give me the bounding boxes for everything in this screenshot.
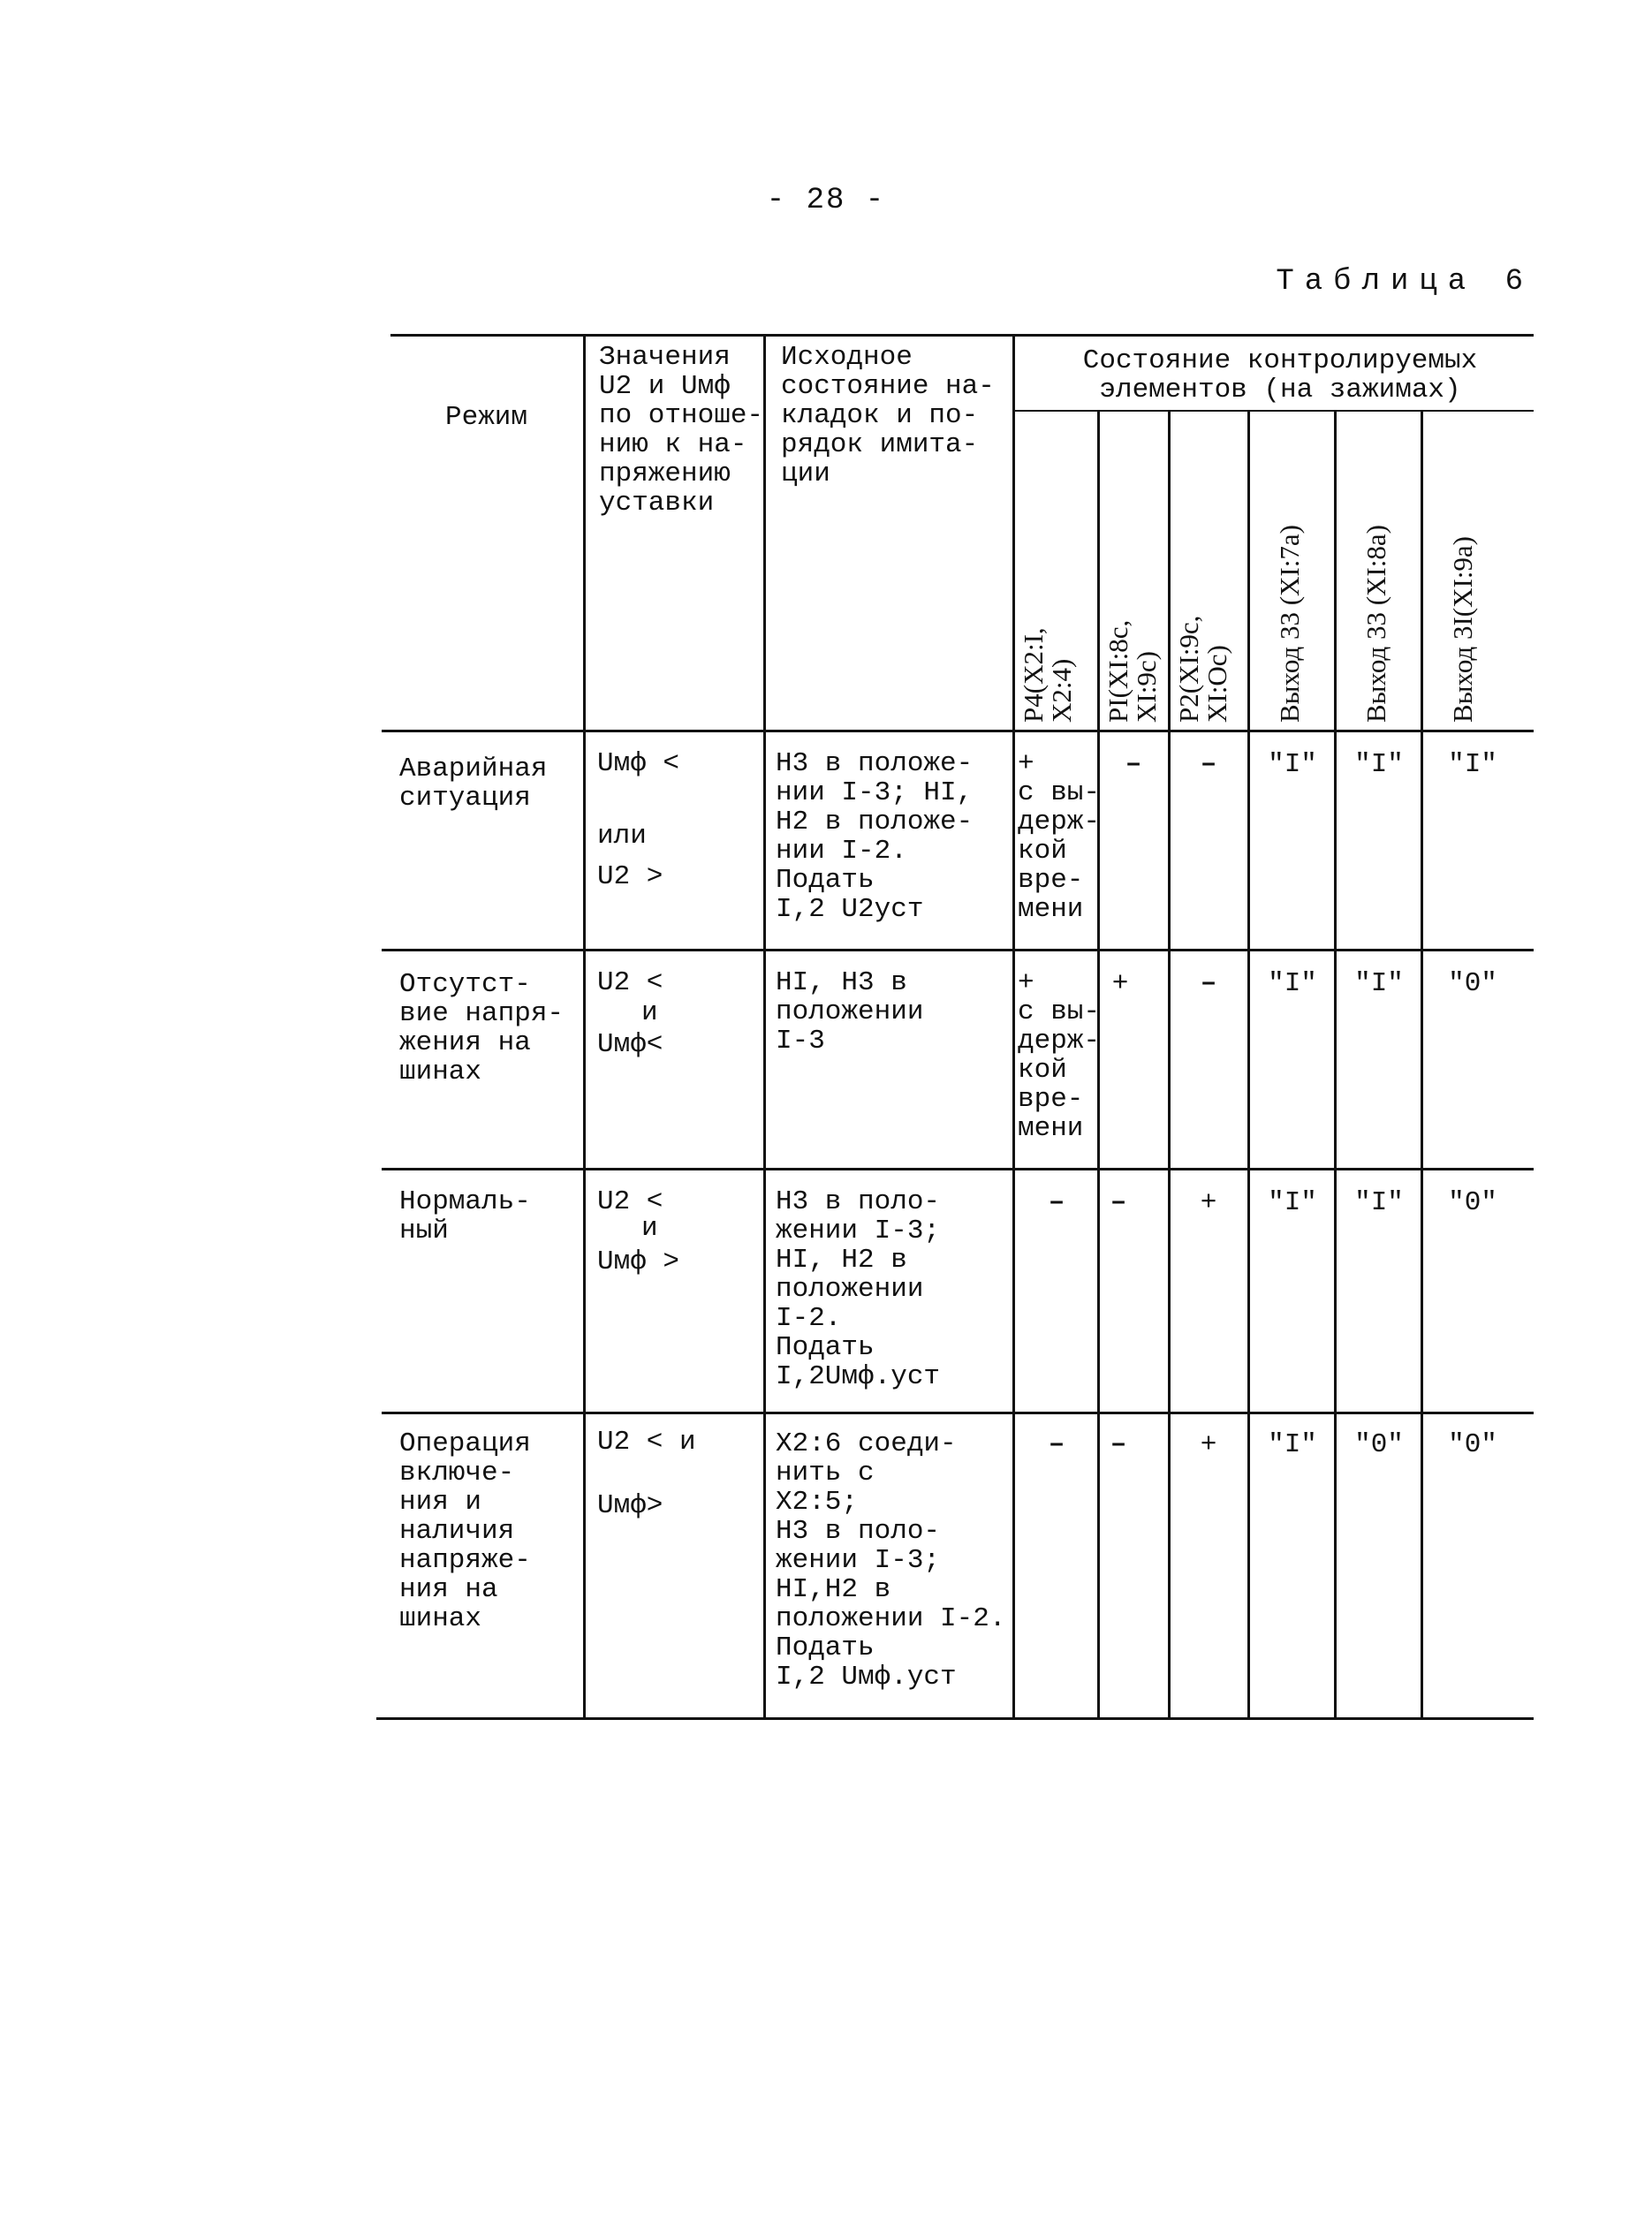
subheader-rule bbox=[1012, 410, 1534, 412]
row1-mode: Аварийная ситуация bbox=[399, 754, 548, 814]
row2-p1: + bbox=[1111, 968, 1129, 999]
row4-mode: Операция включе- ния и наличия напряже- ния на шинах bbox=[399, 1428, 531, 1634]
row2-voltage-2: и bbox=[641, 997, 658, 1028]
header-col-p4: Р4(Х2:I, Х2:4) bbox=[1018, 627, 1077, 723]
row1-out7: "I" bbox=[1268, 749, 1317, 780]
header-col-p2: Р2(ХI:9с, ХI:Ос) bbox=[1173, 615, 1232, 723]
col-rule bbox=[1012, 334, 1015, 1717]
row1-p1: – bbox=[1125, 749, 1142, 780]
col-rule bbox=[1168, 410, 1171, 1717]
row2-out9: "0" bbox=[1448, 968, 1497, 999]
col-rule bbox=[1421, 410, 1423, 1717]
row3-voltage-1: U2 < bbox=[597, 1186, 663, 1217]
row3-p2: + bbox=[1200, 1187, 1217, 1218]
col-rule bbox=[1334, 410, 1337, 1717]
row3-p1: – bbox=[1110, 1187, 1127, 1218]
row1-init: Н3 в положе- нии I-3; НI, Н2 в положе- нии I-2. Подать I,2 U2уст bbox=[776, 748, 974, 925]
row1-p4: + с вы- держ- кой вре- мени bbox=[1018, 748, 1101, 925]
col-rule bbox=[763, 334, 766, 1717]
row3-p4: – bbox=[1048, 1187, 1065, 1218]
row1-voltage-3: U2 > bbox=[597, 861, 663, 892]
row4-out9: "0" bbox=[1448, 1429, 1497, 1460]
table-caption: Таблица 6 bbox=[1276, 265, 1534, 299]
row3-bottom-rule bbox=[382, 1412, 1534, 1414]
header-mode: Режим bbox=[445, 402, 528, 433]
row3-out9: "0" bbox=[1448, 1187, 1497, 1218]
header-col-p1: РI(ХI:8с, ХI:9с) bbox=[1103, 619, 1162, 723]
row3-out7: "I" bbox=[1268, 1187, 1317, 1218]
row3-voltage-2: и bbox=[641, 1213, 658, 1244]
header-voltage: Значения U2 и Uмф по отноше- нию к на- пряжению уставки bbox=[599, 342, 764, 519]
row3-out8: "I" bbox=[1354, 1187, 1404, 1218]
row1-bottom-rule bbox=[382, 949, 1534, 951]
mode-table bbox=[382, 334, 1534, 1730]
row2-voltage-1: U2 < bbox=[597, 967, 663, 998]
header-col-out9: Выход 3I(ХI:9а) bbox=[1447, 535, 1478, 723]
header-bottom-rule bbox=[382, 730, 1534, 732]
row2-out8: "I" bbox=[1354, 968, 1404, 999]
row3-mode: Нормаль- ный bbox=[399, 1186, 531, 1246]
table-top-rule bbox=[390, 334, 1534, 337]
row3-voltage-3: Uмф > bbox=[597, 1246, 680, 1277]
row2-init: НI, Н3 в положении I-3 bbox=[776, 967, 924, 1057]
row2-voltage-3: Uмф< bbox=[597, 1029, 663, 1060]
row2-out7: "I" bbox=[1268, 968, 1317, 999]
row1-p2: – bbox=[1200, 749, 1217, 780]
header-controlled: Состояние контролируемых элементов (на зажимах) bbox=[1082, 345, 1478, 405]
row2-p2: – bbox=[1200, 968, 1217, 999]
row2-p4: + с вы- держ- кой вре- мени bbox=[1018, 967, 1101, 1144]
col-rule bbox=[583, 334, 586, 1717]
row1-out9: "I" bbox=[1448, 749, 1497, 780]
row4-out7: "I" bbox=[1268, 1429, 1317, 1460]
header-init-state: Исходное состояние на- кладок и по- рядок имита- ции bbox=[781, 342, 995, 489]
table-bottom-rule bbox=[376, 1717, 1534, 1720]
row4-out8: "0" bbox=[1354, 1429, 1404, 1460]
page-number: - 28 - bbox=[766, 184, 886, 217]
row4-voltage-3: Uмф> bbox=[597, 1490, 663, 1521]
row1-voltage-2: или bbox=[597, 821, 647, 852]
row1-voltage-1: Uмф < bbox=[597, 748, 680, 779]
header-col-out8: Выход 33 (ХI:8а) bbox=[1360, 525, 1391, 723]
row4-p1: – bbox=[1110, 1429, 1127, 1460]
row4-init: Х2:6 соеди- нить с Х2:5; Н3 в поло- жении I-3; НI,Н2 в положении I-2. Подать I,2 Uмф.уст bbox=[776, 1428, 1006, 1693]
row1-out8: "I" bbox=[1354, 749, 1404, 780]
row3-init: Н3 в поло- жении I-3; НI, Н2 в положении I-2. Подать I,2Uмф.уст bbox=[776, 1186, 941, 1392]
header-col-out7: Выход 33 (ХI:7а) bbox=[1274, 525, 1305, 723]
col-rule bbox=[1247, 410, 1250, 1717]
row4-p2: + bbox=[1200, 1429, 1217, 1460]
row4-voltage-1: U2 < и bbox=[597, 1427, 696, 1458]
row2-bottom-rule bbox=[382, 1168, 1534, 1170]
row2-mode: Отсутст- вие напря- жения на шинах bbox=[399, 969, 565, 1087]
row4-p4: – bbox=[1048, 1429, 1065, 1460]
